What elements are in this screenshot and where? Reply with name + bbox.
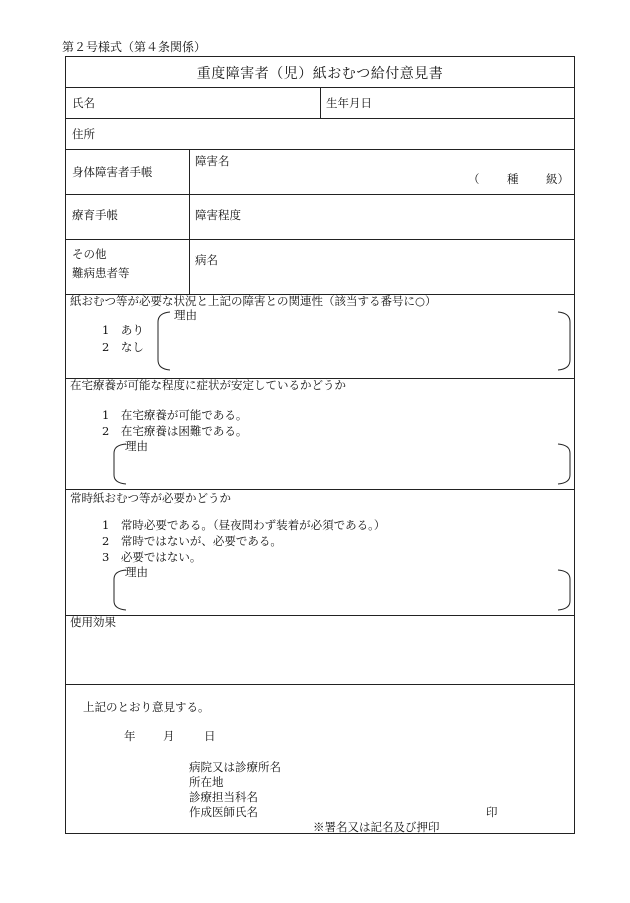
constant-need-option-1: 1 常時必要である。（昼夜問わず装着が必須である。） (102, 518, 386, 532)
date-day-label: 日 (204, 729, 216, 743)
statement-text: 上記のとおり意見する。 (83, 700, 210, 714)
usage-effect-heading: 使用効果 (70, 615, 116, 629)
grade-level-label: 級） (546, 172, 569, 186)
divider (66, 684, 574, 685)
form-number-label: 第２号様式（第４条関係） (62, 40, 207, 54)
grade-open-paren: （ (468, 172, 480, 186)
doctor-name-label: 作成医師氏名 (189, 805, 258, 819)
relation-option-2: 2 なし (102, 340, 144, 354)
divider (320, 87, 321, 118)
hospital-name-label: 病院又は診療所名 (189, 760, 281, 774)
location-label: 所在地 (189, 775, 224, 789)
home-care-option-1: 1 在宅療養が可能である。 (102, 408, 248, 422)
constant-need-heading: 常時紙おむつ等が必要かどうか (70, 491, 231, 505)
home-care-heading: 在宅療養が可能な程度に症状が安定しているかどうか (70, 378, 346, 392)
disability-degree-label: 障害程度 (195, 208, 241, 222)
opinion-form (65, 56, 575, 834)
rehab-handbook-label: 療育手帳 (72, 208, 118, 222)
reason-bracket (112, 565, 572, 612)
home-care-option-2: 2 在宅療養は困難である。 (102, 424, 248, 438)
birthdate-label: 生年月日 (326, 96, 372, 110)
home-care-reason-label: 理由 (125, 439, 148, 453)
relation-heading: 紙おむつ等が必要な状況と上記の障害との関連性（該当する番号に○） (70, 294, 437, 308)
relation-option-1: 1 あり (102, 323, 144, 337)
divider (66, 149, 574, 150)
other-label: その他 (72, 247, 107, 261)
date-year-label: 年 (124, 729, 136, 743)
address-label: 住所 (72, 127, 95, 141)
constant-need-option-2: 2 常時ではないが、必要である。 (102, 534, 282, 548)
physical-handbook-label: 身体障害者手帳 (72, 165, 153, 179)
constant-need-reason-label: 理由 (125, 565, 148, 579)
illness-name-label: 病名 (195, 253, 218, 267)
divider (66, 194, 574, 195)
date-month-label: 月 (163, 729, 175, 743)
intractable-disease-label: 難病患者等 (72, 266, 130, 280)
seal-mark: 印 (486, 805, 498, 819)
department-label: 診療担当科名 (189, 790, 258, 804)
reason-bracket (156, 310, 572, 372)
divider (66, 118, 574, 119)
signature-note: ※署名又は記名及び押印 (313, 820, 440, 834)
grade-type-label: 種 (507, 172, 519, 186)
reason-bracket (112, 439, 572, 486)
form-title: 重度障害者（児）紙おむつ給付意見書 (196, 66, 444, 82)
disability-name-label: 障害名 (195, 154, 230, 168)
divider (189, 149, 190, 294)
relation-reason-label: 理由 (174, 308, 197, 322)
divider (66, 489, 574, 490)
name-label: 氏名 (72, 96, 95, 110)
constant-need-option-3: 3 必要ではない。 (102, 550, 202, 564)
divider (66, 239, 574, 240)
divider (66, 615, 574, 616)
